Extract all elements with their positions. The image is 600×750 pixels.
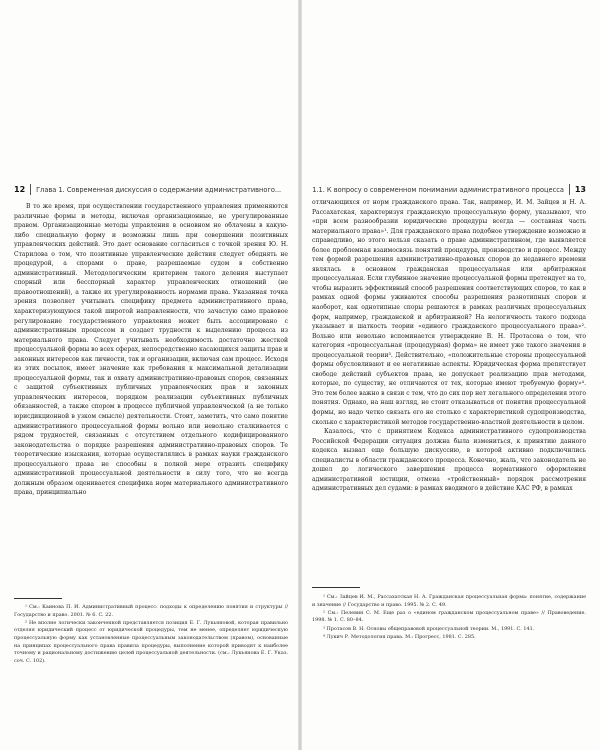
footnote: ¹ См.: Каинова П. И. Административный процесс: подходы к определению понятия и структуры // Государство и право. 2001. № 6. С. 22.	[14, 604, 288, 618]
page-number-right: 13	[574, 185, 586, 194]
footnote-rule	[312, 587, 360, 588]
footnote: ¹ См.: Зайцев И. М., Рассахатская Н. А. Гражданская процессуальная форма: понятие, содержание и значение // Государство и право. 1995. № 2. С. 49.	[312, 594, 586, 608]
body-paragraph: отличающихся от норм гражданского права. Так, например, И. М. Зайцев и Н. А. Рассахатская, характеризуя гражданскую процессуальную форму, указывают, что «при всем разнообразии юридические процедуры всегда — составная часть материального права»¹. Для гражданского права подобное утверждение возможно и справедливо, но этого нельзя сказать о праве административном, где выявляется более проблемная взаимосвязь понятий процедура, производство и процесс. Между тем формой разрешения административно-правовых споров до недавнего времени являлась в основном гражданская процессуальная или арбитражная процессуальная. Если глубинное значение процессуальной формы претендует на то, чтобы выразить эффективный способ разрешения соответствующих споров, то как в рамках одной формы уживаются способы разрешения разнотипных споров и наоборот, как однотипные споры решаются в рамках различных процессуальных форм, например, гражданской и арбитражной? На нелогичность такого подхода указывает и шаткость теории «единого гражданского процессуального права»². Вольно или невольно вспоминается утверждение В. Н. Протасова о том, что категория «процессуальная (процедурная) форма» не имеет уже такого значения в процессуальной теории³. Действительно, «положительные стороны процессуальной формы обусловливают и ее негативные аспекты. Юридическая форма препятствует свободе действий субъектов права, не допускает реализацию прав методами, которые, по существу, не отличаются от тех, которые имеют требуемую форму»⁴. Это тем более важно в связи с тем, что до сих пор нет легального определения этого понятия. Однако, на наш взгляд, не стоит отказываться от понятия процессуальной формы, но надо четко связать его не столько с характеристикой судопроизводства, сколько с характеристикой методов государственно-властной деятельности в целом.	[312, 199, 586, 426]
left-page	[0, 0, 298, 750]
body-paragraph: В то же время, при осуществлении государственного управления применяются различные формы и методы, включая организационные, не урегулированные правом. Организационные методы управления в основном не облачены в какую-либо специальную форму и возможны лишь при совершении позитивных управленческих действий. Это дает основание согласиться с точкой зрения Ю. Н. Старилова о том, что позитивные управленческие действия следует обеднять не процедурой, а спорами о праве, разрешаемые судом в собственно административный. Методологическим критерием такого деления выступает спорный или бесспорный характер управленческих отношений (не правоотношений), а также их урегулированность нормами права. Указанная точка зрения позволяет учитывать специфику предмета административного права, характеризующуюся такой широтой направленности, что зачастую само правовое регулирование государственного управления может быть ассоциировано с административным процессом и создает трудности к выделению процесса из материального права. Следует учитывать необходимость достаточно жесткой процессуальной формы во всех сферах, непосредственно касающихся защиты прав и законных интересов как личности, так и организации, включая сам процесс. Исходя из этих посылок, имеет значение как требования к максимальной детализации процессуальной формы, так и охвату административно-правовых споров, связанных с защитой субъективных публичных управленческих прав и законных управленческих интересов, порядком реализации субъективных публичных обязанностей, а также спором в процессе публичной управленческой (а не только юрисдикционной в узком смысле) деятельности. Стоит, заметить, что само понятие административного процессуальной формы вольно или невольно сталкивается с рядом трудностей, связанных с отсутствием отдельного кодифицированного законодательства о порядке разрешения административно-правовых споров. Те теоретические изыскания, которые осуществлялись в рамках науки гражданского процессуального права не способны в полной мере отразить специфику административной процессуальной деятельности в силу того, что не всегда должным образом оценивается специфика норм материального административного права, принципиально	[14, 203, 288, 497]
footnotes-left	[14, 604, 288, 666]
running-head-title-right: 1.1. К вопросу о современном понимании административного процесса	[312, 185, 564, 194]
running-head-right	[312, 183, 586, 196]
body-text-right	[312, 198, 586, 494]
header-separator	[569, 184, 570, 195]
running-head-left	[14, 183, 288, 196]
body-text-left	[14, 202, 288, 498]
body-paragraph: Казалось, что с принятием Кодекса административного судопроизводства Российской Федерации ситуация должна была измениться, к принятию данного кодекса вызвал еще большую дискуссию, в которой активно подключились специалисты в области гражданского процесса. Конечно, жаль, что законодатель не дошел до логического завершения процесса нормативного оформления административной юстиции, отмена «тройственный» порядок рассмотрения административных дел судами: в рамках вводимого в действие КАС РФ, в рамках	[312, 428, 586, 493]
page-number-left: 12	[14, 185, 26, 194]
footnotes-right	[312, 594, 586, 642]
header-separator	[30, 184, 31, 195]
footnote: ² Не вполне логически законченной представляется позиция Е. Г. Лукьяновой, которая правильно отделяя юридический процесс от юридической процедуры, тем не менее, определяет юридическую процессуальную форму как установленные процессуальным законодательством (правом), основанные на принципах процессуального права правила процедуры, выполнение которой приводит к наиболее точному и рациональному достижению целей процессуальной деятельности. (см.: Лукьянова Е. Г. Указ. соч. С. 102).	[14, 619, 288, 664]
footnote: ³ Протасов В. Н. Основы общеправовой процессуальной теории. М., 1991. С. 141.	[323, 625, 535, 632]
footnote: ⁴ Лукич Р. Методология права. М.: Прогресс, 1981. С. 285.	[323, 633, 476, 640]
footnote: ² См.: Пелевин С. М. Еще раз о «едином гражданском процессуальном праве» // Правоведение. 1998. № 1. С. 80–84.	[312, 609, 586, 624]
footnote-rule	[14, 598, 62, 599]
running-head-title-left: Глава 1. Современная дискуссия о содержании административного...	[36, 185, 282, 194]
right-page	[302, 0, 600, 750]
